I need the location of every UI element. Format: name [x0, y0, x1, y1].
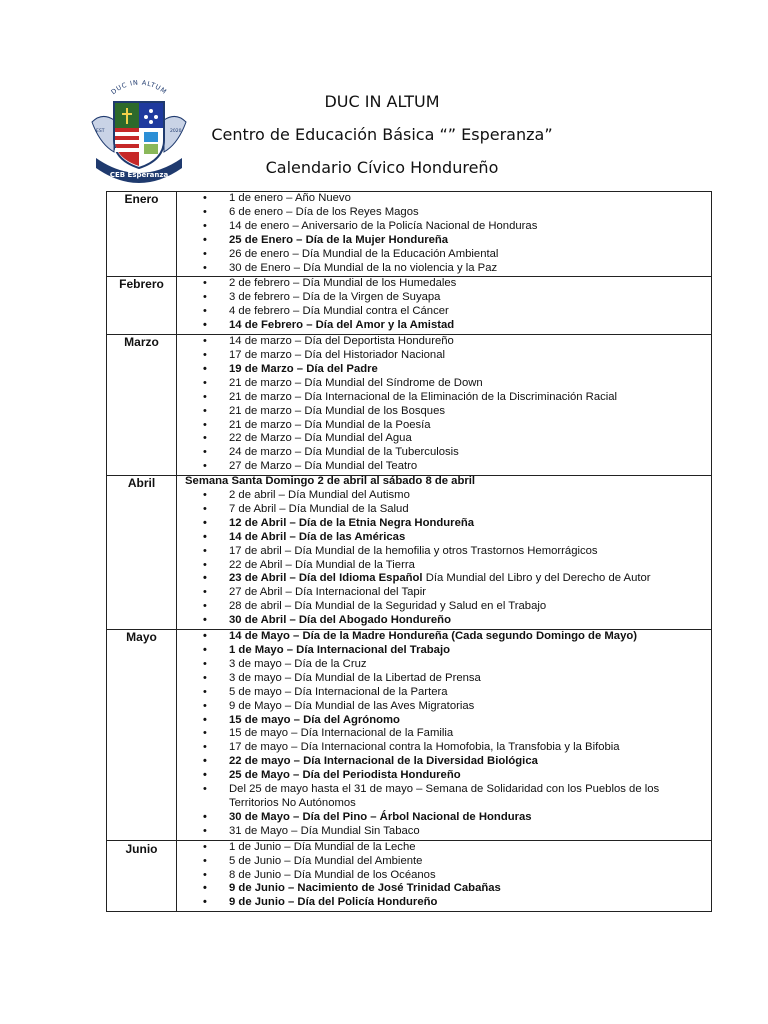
month-events	[177, 840, 712, 912]
school-name: Centro de Educación Básica “” Esperanza”	[211, 125, 553, 144]
event-text: 9 de Junio – Nacimiento de José Trinidad Cabañas	[229, 882, 501, 895]
event-list	[183, 630, 711, 839]
event-list	[183, 489, 711, 628]
event-text: 6 de enero – Día de los Reyes Magos	[229, 205, 419, 218]
month-name: Junio	[107, 840, 177, 912]
event-item	[183, 686, 711, 700]
event-item	[183, 192, 711, 206]
event-item	[183, 391, 711, 405]
event-item	[183, 658, 711, 672]
logo-year: 2020	[170, 129, 182, 134]
document-title: DUC IN ALTUM	[324, 92, 440, 111]
event-item	[183, 234, 711, 248]
month-name: Abril	[107, 476, 177, 630]
event-item	[183, 614, 711, 628]
event-item	[183, 783, 711, 811]
event-text: 30 de Abril – Día del Abogado Hondureño	[229, 614, 451, 627]
event-text: 14 de marzo – Día del Deportista Hondureño	[229, 335, 454, 348]
event-text: 30 de Enero – Día Mundial de la no violencia y la Paz	[229, 261, 498, 274]
event-text: 12 de Abril – Día de la Etnia Negra Hondureña	[229, 516, 475, 529]
event-text: 2 de febrero – Día Mundial de los Humedales	[229, 277, 457, 290]
event-text: 21 de marzo – Día Internacional de la Eliminación de la Discriminación Racial	[229, 390, 618, 403]
event-item	[183, 489, 711, 503]
event-list	[183, 192, 711, 275]
event-item	[183, 545, 711, 559]
month-name: Mayo	[107, 630, 177, 841]
event-text: 8 de Junio – Día Mundial de los Océanos	[229, 868, 436, 881]
event-item	[183, 262, 711, 276]
event-text: 26 de enero – Día Mundial de la Educación Ambiental	[229, 247, 499, 260]
calendar-table	[106, 191, 712, 912]
event-text: 1 de Mayo – Día Internacional del Trabajo	[229, 644, 450, 656]
event-text: 3 de febrero – Día de la Virgen de Suyapa	[229, 291, 441, 304]
event-item	[183, 377, 711, 391]
month-row	[107, 840, 712, 912]
event-item	[183, 460, 711, 474]
event-item	[183, 319, 711, 333]
event-list	[183, 335, 711, 474]
event-text: 28 de abril – Día Mundial de la Seguridad y Salud en el Trabajo	[229, 600, 547, 613]
event-text: Del 25 de mayo hasta el 31 de mayo – Semana de Solidaridad con los Pueblos de los Territorios No Autónomos	[229, 783, 660, 809]
event-item	[183, 755, 711, 769]
event-item	[183, 248, 711, 262]
event-item	[183, 531, 711, 545]
event-item	[183, 586, 711, 600]
event-text: 14 de Mayo – Día de la Madre Hondureña (Cada segundo Domingo de Mayo)	[229, 630, 638, 643]
month-name: Marzo	[107, 335, 177, 476]
event-item	[183, 572, 711, 586]
event-list	[183, 841, 711, 911]
month-name: Febrero	[107, 277, 177, 335]
event-text: 30 de Mayo – Día del Pino – Árbol Nacional de Honduras	[229, 810, 532, 823]
logo-banner-text: CEB Esperanza	[109, 171, 169, 179]
event-text: 24 de marzo – Día Mundial de la Tuberculosis	[229, 446, 459, 459]
event-text: 21 de marzo – Día Mundial de la Poesía	[229, 418, 431, 431]
event-item	[183, 291, 711, 305]
event-item	[183, 277, 711, 291]
event-item	[183, 700, 711, 714]
event-item	[183, 600, 711, 614]
event-text: 23 de Abril – Día del Idioma Español	[229, 572, 423, 585]
event-item	[183, 517, 711, 531]
month-row	[107, 277, 712, 335]
event-text: 15 de mayo – Día del Agrónomo	[229, 713, 400, 726]
event-item	[183, 405, 711, 419]
event-item	[183, 305, 711, 319]
event-list	[183, 277, 711, 333]
month-row	[107, 335, 712, 476]
month-events	[177, 277, 712, 335]
event-item	[183, 644, 711, 658]
event-item	[183, 882, 711, 896]
month-events	[177, 192, 712, 277]
event-item	[183, 503, 711, 517]
event-text: 3 de mayo – Día de la Cruz	[229, 657, 367, 670]
event-item	[183, 363, 711, 377]
event-text-rest: Día Mundial del Libro y del Derecho de Autor	[422, 572, 651, 585]
event-item	[183, 206, 711, 220]
month-name: Enero	[107, 192, 177, 277]
event-text: 1 de enero – Año Nuevo	[229, 192, 351, 204]
event-text: 17 de marzo – Día del Historiador Nacional	[229, 348, 446, 361]
event-text: 31 de Mayo – Día Mundial Sin Tabaco	[229, 824, 420, 837]
event-item	[183, 220, 711, 234]
month-events	[177, 630, 712, 841]
event-text: 19 de Marzo – Día del Padre	[229, 362, 378, 375]
month-events	[177, 335, 712, 476]
month-row	[107, 476, 712, 630]
event-text: 22 de mayo – Día Internacional de la Diversidad Biológica	[229, 755, 538, 768]
event-text: 22 de Abril – Día Mundial de la Tierra	[229, 558, 415, 571]
event-text: 27 de Marzo – Día Mundial del Teatro	[229, 460, 418, 473]
event-text: 14 de Febrero – Día del Amor y la Amistad	[229, 319, 455, 332]
month-row	[107, 630, 712, 841]
event-text: 3 de mayo – Día Mundial de la Libertad de Prensa	[229, 671, 481, 684]
event-item	[183, 896, 711, 910]
event-text: 17 de abril – Día Mundial de la hemofilia y otros Trastornos Hemorrágicos	[229, 544, 598, 557]
event-text: 25 de Enero – Día de la Mujer Hondureña	[229, 233, 449, 246]
logo-motto: DUC IN ALTUM	[109, 80, 169, 97]
event-item	[183, 855, 711, 869]
event-item	[183, 672, 711, 686]
event-item	[183, 825, 711, 839]
event-text: 14 de Abril – Día de las Américas	[229, 530, 406, 543]
event-item	[183, 419, 711, 433]
event-text: 1 de Junio – Día Mundial de la Leche	[229, 840, 416, 853]
month-events	[177, 476, 712, 630]
event-item	[183, 630, 711, 644]
logo-est: EST	[96, 129, 105, 134]
event-item	[183, 769, 711, 783]
event-text: 9 de Junio – Día del Policía Hondureño	[229, 896, 438, 909]
event-text: 5 de mayo – Día Internacional de la Partera	[229, 685, 448, 698]
event-text: 25 de Mayo – Día del Periodista Hondureño	[229, 769, 461, 782]
event-item	[183, 811, 711, 825]
event-item	[183, 559, 711, 573]
month-row	[107, 192, 712, 277]
event-text: 17 de mayo – Día Internacional contra la Homofobia, la Transfobia y la Bifobia	[229, 741, 620, 754]
event-text: 9 de Mayo – Día Mundial de las Aves Migratorias	[229, 699, 475, 712]
event-text: 14 de enero – Aniversario de la Policía Nacional de Honduras	[229, 219, 538, 232]
event-item	[183, 335, 711, 349]
event-item	[183, 446, 711, 460]
event-text: 22 de Marzo – Día Mundial del Agua	[229, 432, 412, 445]
month-note: Semana Santa Domingo 2 de abril al sábado 8 de abril	[185, 475, 476, 488]
event-text: 21 de marzo – Día Mundial del Síndrome de Down	[229, 376, 483, 389]
event-item	[183, 727, 711, 741]
event-text: 4 de febrero – Día Mundial contra el Cáncer	[229, 305, 449, 318]
event-item	[183, 349, 711, 363]
event-text: 5 de Junio – Día Mundial del Ambiente	[229, 854, 423, 867]
event-text: 15 de mayo – Día Internacional de la Familia	[229, 727, 454, 740]
event-text: 27 de Abril – Día Internacional del Tapir	[229, 586, 426, 599]
event-item	[183, 714, 711, 728]
event-text: 21 de marzo – Día Mundial de los Bosques	[229, 404, 446, 417]
event-item	[183, 869, 711, 883]
event-item	[183, 741, 711, 755]
document-subtitle: Calendario Cívico Hondureño	[265, 158, 499, 177]
event-text: 2 de abril – Día Mundial del Autismo	[229, 489, 410, 502]
event-item	[183, 432, 711, 446]
event-text: 7 de Abril – Día Mundial de la Salud	[229, 502, 409, 515]
event-item	[183, 841, 711, 855]
